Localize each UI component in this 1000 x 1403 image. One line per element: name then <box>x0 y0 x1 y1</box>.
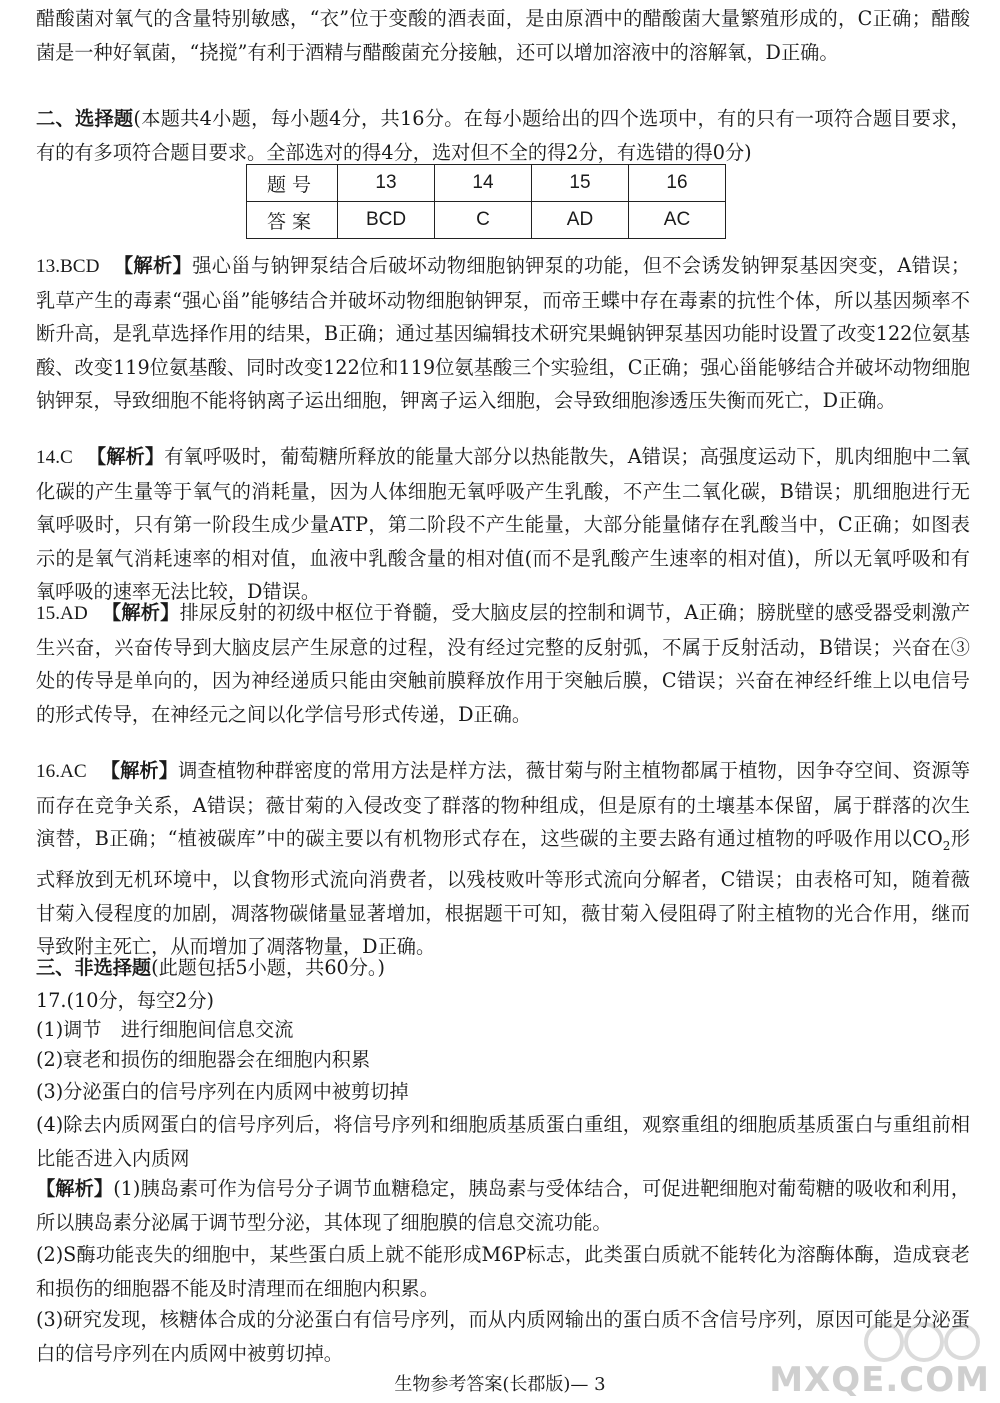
q17-answer-3: (3)分泌蛋白的信号序列在内质网中被剪切掉 <box>36 1080 409 1103</box>
question-14 <box>36 440 970 609</box>
answer-circle-logo-icon <box>862 1320 982 1364</box>
table-cell: AC <box>629 202 726 239</box>
q17-explain-3: (3)研究发现，核糖体合成的分泌蛋白有信号序列，而从内质网输出的蛋白质不含信号序列，原因可能是分泌蛋白的信号序列在内质网中被剪切掉。 <box>36 1308 970 1365</box>
q15-text: 排尿反射的初级中枢位于脊髓，受大脑皮层的控制和调节，A正确；膀胱壁的感受器受刺激产生兴奋，兴奋传导到大脑皮层产生尿意的过程，没有经过完整的反射弧，不属于反射活动，B错误；兴奋在③处的传导是单向的，因为神经递质只能由突触前膜释放作用于突触后膜，C错误；兴奋在神经纤维上以电信号的形式传导，在神经元之间以化学信号形式传递，D正确。 <box>36 601 971 726</box>
section-3-title: 三、非选择题 <box>36 956 152 979</box>
table-cell: C <box>435 202 532 239</box>
section-2-title: 二、选择题 <box>36 107 134 130</box>
q14-answer: C <box>59 447 73 468</box>
q13-analysis-tag: 【解析】 <box>113 254 193 277</box>
q15-number: 15. <box>36 603 60 624</box>
q14-analysis-tag: 【解析】 <box>86 445 165 468</box>
table-header-number: 题号 <box>247 165 338 202</box>
q16-text-b: 形式释放到无机环境中，以食物形式流向消费者，以残枝败叶等形式流向分解者，C错误；由表格可知，随着薇甘菊入侵程度的加剧，凋落物碳储量显著增加，根据题干可知，薇甘菊入侵阻碍了附主植物的光合作用，继而导致附主死亡，从而增加了凋落物量，D正确。 <box>36 827 970 959</box>
watermark-text: MXQE.COM <box>769 1360 990 1400</box>
q16-number: 16. <box>36 761 60 782</box>
table-header-answer: 答案 <box>247 202 338 239</box>
table-cell: BCD <box>338 202 435 239</box>
q17-explain-2: (2)S酶功能丧失的细胞中，某些蛋白质上就不能形成M6P标志，此类蛋白质就不能转化为溶酶体酶，造成衰老和损伤的细胞器不能及时清理而在细胞内积累。 <box>36 1243 970 1300</box>
q17-head: 17.(10分，每空2分) <box>36 989 215 1012</box>
table-row <box>247 202 726 239</box>
question-13 <box>36 249 970 418</box>
paragraph-top: 醋酸菌对氧气的含量特别敏感，“衣”位于变酸的酒表面，是由原酒中的醋酸菌大量繁殖形成的，C正确；醋酸菌是一种好氧菌，“挠搅”有利于酒精与醋酸菌充分接触，还可以增加溶液中的溶解氧，D正确。 <box>36 7 970 64</box>
q16-analysis-tag: 【解析】 <box>100 759 179 782</box>
q16-label <box>36 761 87 782</box>
table-cell: AD <box>532 202 629 239</box>
answer-table <box>246 164 726 239</box>
table-cell: 16 <box>629 165 726 202</box>
q15-answer: AD <box>59 603 88 624</box>
q17-answer-1: (1)调节 进行细胞间信息交流 <box>36 1018 294 1041</box>
q17-explain-1-text: (1)胰岛素可作为信号分子调节血糖稳定，胰岛素与受体结合，可促进靶细胞对葡萄糖的吸收和利用，所以胰岛素分泌属于调节型分泌，其体现了细胞膜的信息交流功能。 <box>36 1177 971 1234</box>
table-cell: 14 <box>435 165 532 202</box>
q16-subscript: 2 <box>942 838 951 853</box>
q13-label <box>36 256 99 277</box>
table-row <box>247 165 726 202</box>
q17-analysis-tag: 【解析】 <box>36 1177 114 1200</box>
q14-label <box>36 447 73 468</box>
q17-answer-4: (4)除去内质网蛋白的信号序列后，将信号序列和细胞质基质蛋白重组，观察重组的细胞质基质蛋白与重组前相比能否进入内质网 <box>36 1113 970 1170</box>
q14-text: 有氧呼吸时，葡萄糖所释放的能量大部分以热能散失，A错误；高强度运动下，肌肉细胞中二氧化碳的产生量等于氧气的消耗量，因为人体细胞无氧呼吸产生乳酸，不产生二氧化碳，B错误；肌细胞进行无氧呼吸时，只有第一阶段生成少量ATP，第二阶段不产生能量，大部分能量储存在乳酸当中，C正确；如图表示的是氧气消耗速率的相对值，血液中乳酸含量的相对值(而不是乳酸产生速率的相对值)，所以无氧呼吸和有氧呼吸的速率无法比较，D错误。 <box>36 445 971 603</box>
q13-number: 13. <box>36 256 60 277</box>
section-2-desc: (本题共4小题，每小题4分，共16分。在每小题给出的四个选项中，有的只有一项符合题目要求，有的有多项符合题目要求。全部选对的得4分，选对但不全的得2分，有选错的得0分) <box>36 107 970 164</box>
section-3-desc: (此题包括5小题，共60分。) <box>151 956 385 979</box>
q16-text-a: 调查植物种群密度的常用方法是样方法，薇甘菊与附主植物都属于植物，因争夺空间、资源等而存在竞争关系，A错误；薇甘菊的入侵改变了群落的物种组成，但是原有的土壤基本保留，属于群落的次生演替，B正确；“植被碳库”中的碳主要以有机物形式存在，这些碳的主要去路有通过植物的呼吸作用以CO <box>36 759 971 850</box>
q13-answer: BCD <box>59 256 100 277</box>
section-2-heading <box>36 102 970 169</box>
section-3-heading <box>36 951 970 985</box>
q17-answer-2: (2)衰老和损伤的细胞器会在细胞内积累 <box>36 1048 371 1071</box>
q16-answer: AC <box>59 761 87 782</box>
q17-explain-1 <box>36 1172 970 1239</box>
question-15 <box>36 596 970 731</box>
table-cell: 13 <box>338 165 435 202</box>
q15-label <box>36 603 88 624</box>
watermark <box>769 1320 990 1400</box>
question-16 <box>36 754 970 964</box>
q15-analysis-tag: 【解析】 <box>101 601 180 624</box>
page-footer: 生物参考答案(长郡版)— 3 <box>394 1374 606 1395</box>
q13-text: 强心甾与钠钾泵结合后破坏动物细胞钠钾泵的功能，但不会诱发钠钾泵基因突变，A错误；乳草产生的毒素“强心甾”能够结合并破坏动物细胞钠钾泵，而帝王蝶中存在毒素的抗性个体，所以基因频率不断升高，是乳草选择作用的结果，B正确；通过基因编辑技术研究果蝇钠钾泵基因功能时设置了改变122位氨基酸、改变119位氨基酸、同时改变122位和119位氨基酸三个实验组，C正确；强心甾能够结合并破坏动物细胞钠钾泵，导致细胞不能将钠离子运出细胞，钾离子运入细胞，会导致细胞渗透压失衡而死亡，D正确。 <box>36 254 971 412</box>
table-cell: 15 <box>532 165 629 202</box>
q14-number: 14. <box>36 447 60 468</box>
